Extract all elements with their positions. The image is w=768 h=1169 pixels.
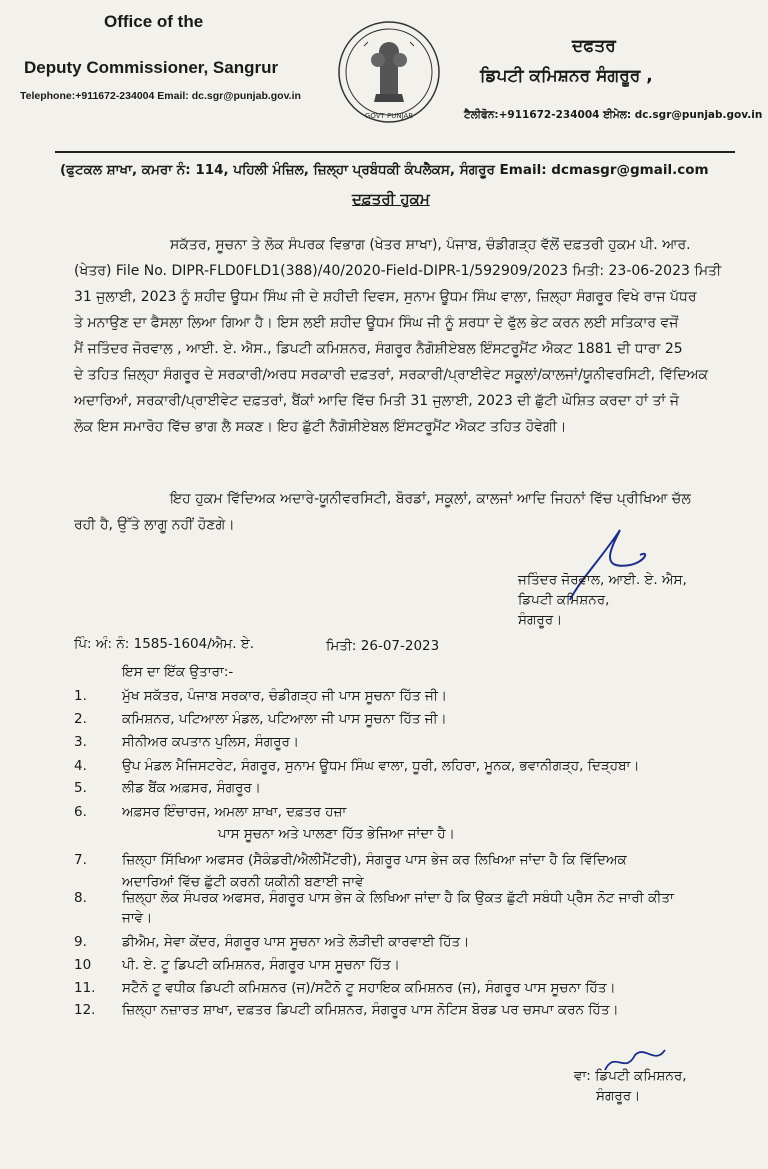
endorsement-date: ਮਿਤੀ: 26-07-2023 [326, 638, 440, 654]
copy-item-8-cont: ਜਾਵੇ। [122, 910, 153, 926]
para1-line: ਲੋਕ ਇਸ ਸਮਾਰੋਹ ਵਿੱਚ ਭਾਗ ਲੈ ਸਕਣ। ਇਹ ਛੁੱਟੀ ਨੈਗੋਸ਼ੀਏਬਲ ਇੰਸਟਰੂਮੈਂਟ ਐਕਟ ਤਹਿਤ ਹੋਵੇਗੀ। [74, 419, 567, 435]
svg-text:GOVT PUNJAB: GOVT PUNJAB [364, 112, 414, 120]
branch-rule [55, 151, 735, 153]
signatory-block-2 [574, 1066, 687, 1106]
signatory-place: ਸੰਗਰੂਰ। [518, 612, 563, 628]
copy-item-7-cont: ਅਦਾਰਿਆਂ ਵਿੱਚ ਛੁੱਟੀ ਕਰਨੀ ਯਕੀਨੀ ਬਣਾਈ ਜਾਵੇ [122, 874, 364, 890]
contact-en: Telephone:+911672-234004 Email: dc.sgr@punjab.gov.in [20, 90, 301, 102]
para1-line: 31 ਜੁਲਾਈ, 2023 ਨੂੰ ਸ਼ਹੀਦ ਊਧਮ ਸਿੰਘ ਜੀ ਦੇ ਸ਼ਹੀਦੀ ਦਿਵਸ, ਸੁਨਾਮ ਊਧਮ ਸਿੰਘ ਵਾਲਾ, ਜ਼ਿਲ੍ਹਾ ਸੰਗਰੂਰ ਵਿਖੇ ਰਾਜ ਪੱਧਰ [74, 289, 697, 305]
contact-pa: ਟੈਲੀਫੋਨ:+911672-234004 ਈਮੇਲ: dc.sgr@punjab.gov.in [464, 109, 763, 121]
para1-line: (ਖੇਤਰ) File No. DIPR-FLD0FLD1(388)/40/2020-Field-DIPR-1/592909/2023 ਮਿਤੀ: 23-06-2023 ਮਿਤੀ [74, 263, 722, 279]
para1-line: ਅਦਾਰਿਆਂ, ਸਰਕਾਰੀ/ਪ੍ਰਾਈਵੇਟ ਦਫ਼ਤਰਾਂ, ਬੈਂਕਾਂ ਆਦਿ ਵਿੱਚ ਮਿਤੀ 31 ਜੁਲਾਈ, 2023 ਦੀ ਛੁੱਟੀ ਘੋਸ਼ਿਤ ਕਰਦਾ ਹਾਂ ਤਾਂ ਜੋ [74, 393, 680, 409]
signatory-designation-2: ਵਾ: ਡਿਪਟੀ ਕਮਿਸ਼ਨਰ, [574, 1068, 687, 1084]
para2-line: ਰਹੀ ਹੈ, ਉੱਤੇ ਲਾਗੂ ਨਹੀਂ ਹੋਣਗੇ। [74, 517, 235, 533]
signatory-designation: ਡਿਪਟੀ ਕਮਿਸ਼ਨਰ, [518, 592, 610, 608]
copy-intro: ਇਸ ਦਾ ਇੱਕ ਉਤਾਰਾ:- [122, 664, 234, 680]
emblem-seal [334, 14, 444, 134]
branch-line: (ਫੁਟਕਲ ਸ਼ਾਖਾ, ਕਮਰਾ ਨੰ: 114, ਪਹਿਲੀ ਮੰਜ਼ਿਲ, ਜ਼ਿਲ੍ਹਾ ਪ੍ਰਬੰਧਕੀ ਕੰਪਲੈਕਸ, ਸੰਗਰੂਰ Email: dcmasgr@gmail.com [60, 162, 709, 178]
endorsement-number: ਪਿੰ: ਅੰ: ਨੰ: 1585-1604/ਐਮ. ਏ. [74, 636, 255, 652]
signatory-place-2: ਸੰਗਰੂਰ। [596, 1088, 641, 1104]
para1-line: ਮੈਂ ਜਤਿੰਦਰ ਜੋਰਵਾਲ , ਆਈ. ਏ. ਐਸ., ਡਿਪਟੀ ਕਮਿਸ਼ਨਰ, ਸੰਗਰੂਰ ਨੈਗੋਸ਼ੀਏਬਲ ਇੰਸਟਰੂਮੈਂਟ ਐਕਟ 1881 ਦੀ ਧਾਰਾ 25 [74, 341, 683, 357]
office-title-pa: ਦਫਤਰ [572, 36, 616, 56]
order-title: ਦਫ਼ਤਰੀ ਹੁਕਮ [352, 190, 430, 208]
para1-line: ਤੇ ਮਨਾਉਣ ਦਾ ਫੈਸਲਾ ਲਿਆ ਗਿਆ ਹੈ। ਇਸ ਲਈ ਸ਼ਹੀਦ ਊਧਮ ਸਿੰਘ ਜੀ ਨੂੰ ਸ਼ਰਧਾ ਦੇ ਫੁੱਲ ਭੇਟ ਕਰਨ ਲਈ ਸਤਿਕਾਰ ਵਜੋਂ [74, 315, 679, 331]
para1-line: ਸਕੱਤਰ, ਸੂਚਨਾ ਤੇ ਲੋਕ ਸੰਪਰਕ ਵਿਭਾਗ (ਖੇਤਰ ਸ਼ਾਖਾ), ਪੰਜਾਬ, ਚੰਡੀਗੜ੍ਹ ਵੱਲੋਂ ਦਫ਼ਤਰੀ ਹੁਕਮ ਪੀ. ਆਰ. [170, 237, 691, 253]
office-title-en: Office of the [104, 12, 204, 31]
copy-item-6-cont: ਪਾਸ ਸੂਚਨਾ ਅਤੇ ਪਾਲਣਾ ਹਿੱਤ ਭੇਜਿਆ ਜਾਂਦਾ ਹੈ। [218, 826, 455, 842]
order-paragraph-1 [74, 232, 734, 440]
para1-line: ਦੇ ਤਹਿਤ ਜ਼ਿਲ੍ਹਾ ਸੰਗਰੂਰ ਦੇ ਸਰਕਾਰੀ/ਅਰਧ ਸਰਕਾਰੀ ਦਫ਼ਤਰਾਂ, ਸਰਕਾਰੀ/ਪ੍ਰਾਈਵੇਟ ਸਕੂਲਾਂ/ਕਾਲਜਾਂ/ਯੂਨੀਵਰਸਿਟੀ, ਵਿੱਦਿਅਕ [74, 367, 709, 383]
signatory-block [518, 570, 687, 630]
office-name-en: Deputy Commissioner, Sangrur [24, 58, 279, 77]
signatory-name: ਜਤਿੰਦਰ ਜੋਰਵਾਲ, ਆਈ. ਏ. ਐਸ, [518, 572, 687, 588]
office-name-pa: ਡਿਪਟੀ ਕਮਿਸ਼ਨਰ ਸੰਗਰੂਰ , [480, 66, 653, 86]
para2-line: ਇਹ ਹੁਕਮ ਵਿੱਦਿਅਕ ਅਦਾਰੇ-ਯੂਨੀਵਰਸਿਟੀ, ਬੋਰਡਾਂ, ਸਕੂਲਾਂ, ਕਾਲਜਾਂ ਆਦਿ ਜਿਹਨਾਂ ਵਿੱਚ ਪ੍ਰੀਖਿਆ ਚੱਲ [170, 491, 691, 507]
